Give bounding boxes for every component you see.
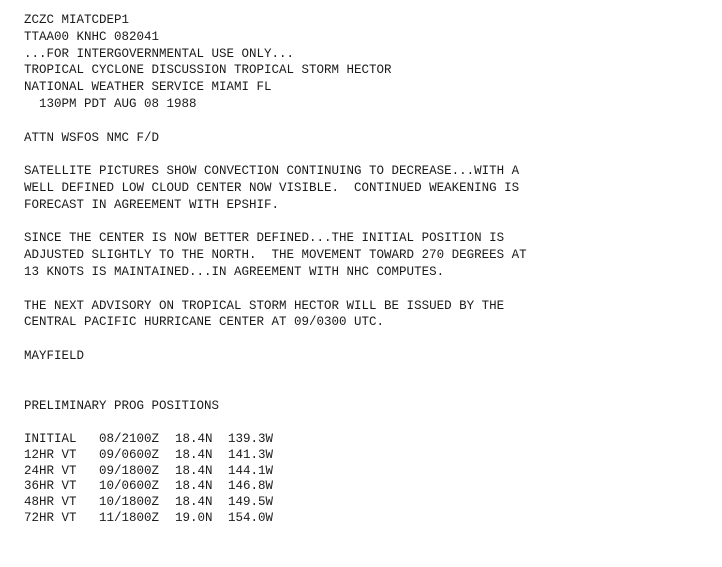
prog-label: 72HR VT [24,510,77,525]
prog-label: INITIAL [24,431,77,446]
prog-time: 08/2100Z [99,431,160,446]
prog-lat: 18.4N [175,431,213,446]
spacer [24,415,714,432]
prog-lon: 146.8W [228,479,274,494]
prog-positions-title: PRELIMINARY PROG POSITIONS [24,399,220,414]
spacer [24,146,714,163]
prog-lon: 139.3W [228,431,274,446]
paragraph-satellite [24,163,714,213]
paragraph-line: THE NEXT ADVISORY ON TROPICAL STORM HECTOR WILL BE ISSUED BY THE [24,298,505,313]
forecaster-signature: MAYFIELD [24,348,85,363]
spacer [24,113,714,130]
prog-lon: 144.1W [228,463,274,478]
spacer [24,281,714,298]
discussion-document [24,12,714,527]
spacer [24,214,714,231]
prog-lon: 149.5W [228,495,274,510]
prog-row [24,464,714,480]
prog-positions-table [24,432,714,527]
prog-lon: 154.0W [228,510,274,525]
header-line: NATIONAL WEATHER SERVICE MIAMI FL [24,80,272,95]
paragraph-line: SINCE THE CENTER IS NOW BETTER DEFINED...THE INITIAL POSITION IS [24,231,505,246]
prog-label: 24HR VT [24,463,77,478]
prog-time: 10/1800Z [99,495,160,510]
prog-time: 09/1800Z [99,463,160,478]
paragraph-line: SATELLITE PICTURES SHOW CONVECTION CONTINUING TO DECREASE...WITH A [24,164,520,179]
prog-time: 10/0600Z [99,479,160,494]
prog-lon: 141.3W [228,447,274,462]
paragraph-next-advisory [24,298,714,332]
bulletin-header [24,12,714,113]
prog-row [24,448,714,464]
prog-lat: 19.0N [175,510,213,525]
prog-row [24,479,714,495]
prog-label: 48HR VT [24,495,77,510]
paragraph-line: 13 KNOTS IS MAINTAINED...IN AGREEMENT WITH NHC COMPUTES. [24,264,445,279]
header-line: 130PM PDT AUG 08 1988 [24,96,197,111]
prog-lat: 18.4N [175,479,213,494]
paragraph-line: CENTRAL PACIFIC HURRICANE CENTER AT 09/0300 UTC. [24,315,385,330]
prog-label: 12HR VT [24,447,77,462]
prog-label: 36HR VT [24,479,77,494]
prog-time: 09/0600Z [99,447,160,462]
prog-time: 11/1800Z [99,510,160,525]
prog-row [24,495,714,511]
header-line: TROPICAL CYCLONE DISCUSSION TROPICAL STORM HECTOR [24,63,392,78]
prog-row [24,432,714,448]
prog-lat: 18.4N [175,463,213,478]
attention-line: ATTN WSFOS NMC F/D [24,130,160,145]
prog-positions-section [24,398,714,526]
paragraph-position [24,230,714,280]
paragraph-line: FORECAST IN AGREEMENT WITH EPSHIF. [24,197,280,212]
prog-lat: 18.4N [175,495,213,510]
prog-row [24,511,714,527]
paragraph-line: ADJUSTED SLIGHTLY TO THE NORTH. THE MOVEMENT TOWARD 270 DEGREES AT [24,248,527,263]
spacer [24,331,714,348]
header-line: ...FOR INTERGOVERNMENTAL USE ONLY... [24,46,295,61]
header-line: ZCZC MIATCDEP1 [24,13,130,27]
header-line: TTAA00 KNHC 082041 [24,29,160,44]
spacer [24,365,714,399]
paragraph-line: WELL DEFINED LOW CLOUD CENTER NOW VISIBLE. CONTINUED WEAKENING IS [24,180,520,195]
prog-lat: 18.4N [175,447,213,462]
